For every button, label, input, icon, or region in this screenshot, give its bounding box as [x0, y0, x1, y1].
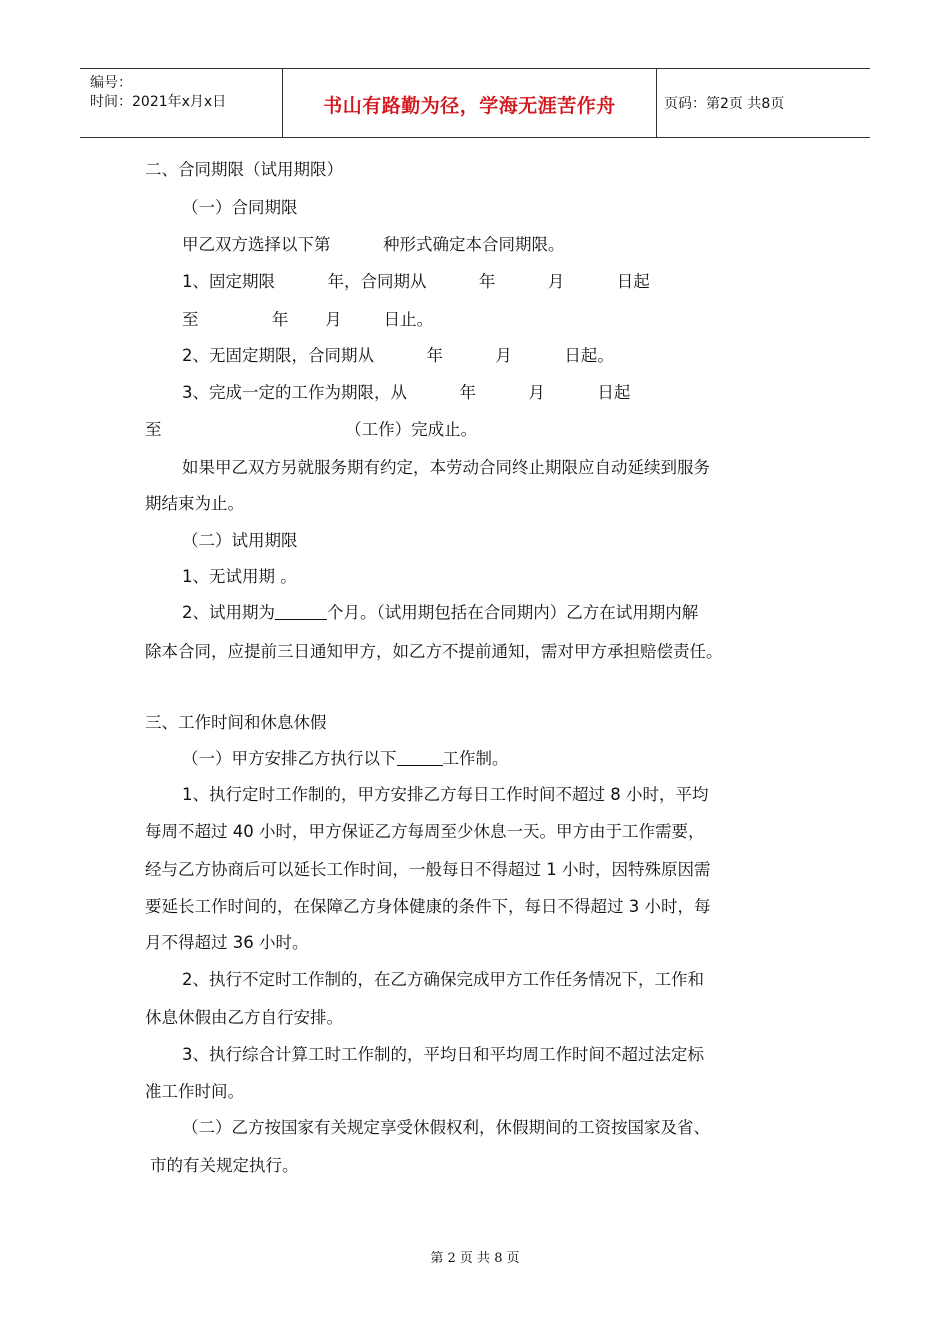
probation-option-2-suffix: 个月。（试用期包括在合同期内）乙方在试用期内解: [327, 603, 699, 622]
term-option-1-line-2: 至 年 月 日止。: [182, 310, 434, 329]
probation-option-2-line-2: 除本合同，应提前三日通知甲方，如乙方不提前通知，需对甲方承担赔偿责任。: [145, 642, 723, 661]
standard-hours-line-3: 经与乙方协商后可以延长工作时间，一般每日不得超过 1 小时，因特殊原因需: [145, 860, 711, 879]
header-left-cell: [80, 69, 282, 137]
leave-rights-line-2: 市的有关规定执行。: [150, 1156, 299, 1175]
flexible-hours-line-1: 2、执行不定时工作制的，在乙方确保完成甲方工作任务情况下，工作和: [182, 970, 704, 989]
term-option-3-line-1: 3、完成一定的工作为期限，从 年 月 日起: [182, 383, 631, 402]
section-3-title: 三、工作时间和休息休假: [145, 713, 327, 732]
leave-rights-line-1: （二）乙方按国家有关规定享受休假权利，休假期间的工资按国家及省、: [182, 1118, 710, 1137]
standard-hours-line-5: 月不得超过 36 小时。: [145, 933, 309, 952]
standard-hours-line-2: 每周不超过 40 小时，甲方保证乙方每周至少休息一天。甲方由于工作需要，: [145, 822, 705, 841]
section-3-1-prefix: （一）甲方安排乙方执行以下: [182, 749, 397, 768]
standard-hours-line-1: 1、执行定时工作制的，甲方安排乙方每日工作时间不超过 8 小时，平均: [182, 785, 709, 804]
term-option-1-line-1: 1、固定期限 年，合同期从 年 月 日起: [182, 272, 650, 291]
document-time-label: 时间：2021年x月x日: [90, 94, 227, 110]
document-number-label: 编号：: [90, 75, 132, 91]
section-2-2-title: （二）试用期限: [182, 531, 298, 550]
header-table: [80, 68, 870, 138]
work-system-blank: [397, 749, 443, 766]
flexible-hours-line-2: 休息休假由乙方自行安排。: [145, 1008, 343, 1027]
probation-option-2-line-1: [182, 603, 698, 623]
page-footer: 第 2 页 共 8 页: [430, 1251, 520, 1266]
section-3-1-line: [182, 749, 509, 769]
header-motto: 书山有路勤为径，学海无涯苦作舟: [323, 95, 616, 117]
section-2-title: 二、合同期限（试用期限）: [145, 160, 343, 179]
contract-term-choice: 甲乙双方选择以下第 种形式确定本合同期限。: [182, 235, 565, 254]
service-period-line-1: 如果甲乙双方另就服务期有约定，本劳动合同终止期限应自动延续到服务: [182, 458, 710, 477]
probation-option-2-prefix: 2、试用期为: [182, 603, 275, 622]
section-2-1-title: （一）合同期限: [182, 198, 298, 217]
standard-hours-line-4: 要延长工作时间的，在保障乙方身体健康的条件下，每日不得超过 3 小时，每: [145, 897, 711, 916]
header-right-cell: [656, 69, 870, 137]
service-period-line-2: 期结束为止。: [145, 494, 244, 513]
probation-option-1: 1、无试用期 。: [182, 567, 297, 586]
comprehensive-hours-line-1: 3、执行综合计算工时工作制的，平均日和平均周工作时间不超过法定标: [182, 1045, 704, 1064]
term-option-3-line-2: 至 （工作）完成止。: [145, 420, 478, 439]
probation-months-blank: [275, 603, 327, 620]
section-3-1-suffix: 工作制。: [442, 749, 509, 768]
header-page-info: 页码：第2页 共8页: [664, 96, 785, 112]
comprehensive-hours-line-2: 准工作时间。: [145, 1082, 244, 1101]
header-middle-cell: [282, 69, 657, 137]
term-option-2: 2、无固定期限，合同期从 年 月 日起。: [182, 346, 614, 365]
